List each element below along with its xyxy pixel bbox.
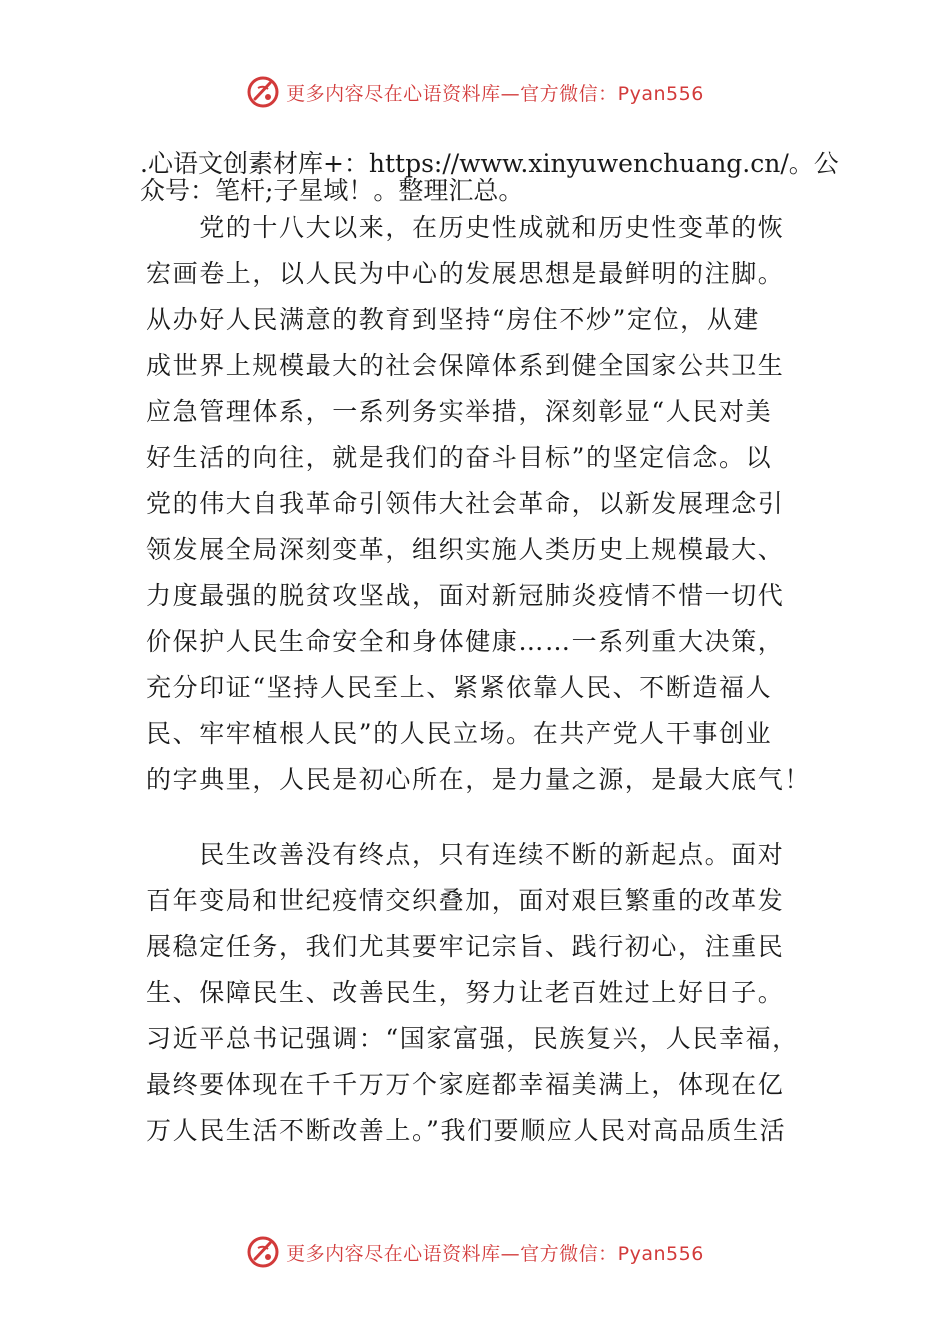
source-line-1: .心语文创素材库+：https://www.xinyuwenchuang.cn/。公 [140, 149, 839, 178]
paragraph-2-line: 展稳定任务，我们尤其要牢记宗旨、践行初心，注重民 [146, 932, 785, 961]
paragraph-1-line: 领发展全局深刻变革，组织实施人类历史上规模最大、 [146, 535, 785, 564]
paragraph-1-line: 党的十八大以来，在历史性成就和历史性变革的恢 [146, 213, 785, 242]
watermark-handle: Pyan556 [617, 1242, 704, 1265]
paragraph-1-line: 充分印证“坚持人民至上、紧紧依靠人民、不断造福人 [146, 673, 773, 702]
paragraph-2-line: 民生改善没有终点，只有连续不断的新起点。面对 [146, 840, 785, 869]
paragraph-2-line: 万人民生活不断改善上。”我们要顺应人民对高品质生活 [146, 1116, 787, 1145]
footer-watermark-banner [0, 1230, 950, 1274]
watermark-label: 更多内容尽在心语资料库—官方微信： [286, 82, 618, 105]
paragraph-1-line: 党的伟大自我革命引领伟大社会革命，以新发展理念引 [146, 489, 785, 518]
paragraph-1-line: 从办好人民满意的教育到坚持“房住不炒”定位，从建 [146, 305, 760, 334]
paragraph-2-line: 最终要体现在千千万万个家庭都幸福美满上，体现在亿 [146, 1070, 785, 1099]
watermark-text [286, 1239, 704, 1266]
paragraph-2-line: 习近平总书记强调：“国家富强，民族复兴，人民幸福， [146, 1024, 799, 1053]
source-line-2: 众号：笔杆;子星域！。整理汇总。 [140, 176, 524, 205]
paragraph-1-line: 价保护人民生命安全和身体健康……一系列重大决策， [146, 627, 785, 656]
paragraph-2-line: 生、保障民生、改善民生，努力让老百姓过上好日子。 [146, 978, 785, 1007]
circular-seal-logo-icon [246, 1235, 280, 1269]
paragraph-1-line: 宏画卷上，以人民为中心的发展思想是最鲜明的注脚。 [146, 259, 785, 288]
watermark-text [286, 79, 704, 106]
watermark-label: 更多内容尽在心语资料库—官方微信： [286, 1242, 618, 1265]
circular-seal-logo-icon [246, 75, 280, 109]
paragraph-2-line: 百年变局和世纪疫情交织叠加，面对艰巨繁重的改革发 [146, 886, 785, 915]
paragraph-1-line: 应急管理体系，一系列务实举措，深刻彰显“人民对美 [146, 397, 773, 426]
paragraph-1-line: 力度最强的脱贫攻坚战，面对新冠肺炎疫情不惜一切代 [146, 581, 785, 610]
paragraph-1-line: 成世界上规模最大的社会保障体系到健全国家公共卫生 [146, 351, 785, 380]
paragraph-1-line: 好生活的向往，就是我们的奋斗目标”的坚定信念。以 [146, 443, 773, 472]
header-watermark-banner [0, 70, 950, 114]
paragraph-1-line: 的字典里，人民是初心所在，是力量之源，是最大底气！ [146, 765, 812, 794]
watermark-handle: Pyan556 [617, 82, 704, 105]
paragraph-1-line: 民、牢牢植根人民”的人民立场。在共产党人干事创业 [146, 719, 773, 748]
